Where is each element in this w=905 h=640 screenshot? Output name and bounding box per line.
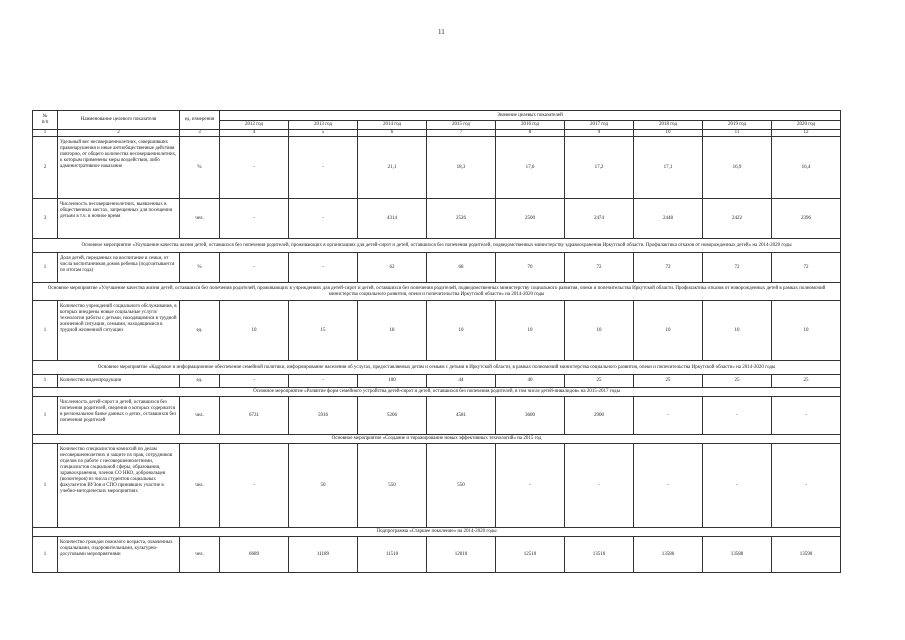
indicator-name: Количество видеопродукции [58,375,180,388]
value-cell: 13588 [703,537,772,573]
section-title: Основное мероприятие «Создание и тиражирование новых эффективных технологий» на 2015 год [33,435,841,444]
value-cell: 550 [358,444,427,528]
header-year: 2016 год [496,121,565,130]
unit-cell: чел. [180,199,220,239]
row-number: 1 [33,375,58,388]
value-cell: 72 [772,253,841,283]
unit-cell: ед. [180,375,220,388]
value-cell: - [220,253,289,283]
section-row [33,528,841,537]
value-cell: 21,1 [358,137,427,199]
section-row [33,283,841,301]
page-number: 11 [438,28,445,36]
value-cell: 70 [496,253,565,283]
value-cell: 3600 [496,397,565,435]
value-cell: - [220,199,289,239]
table-row [33,199,841,239]
value-cell: 10 [220,301,289,361]
indicator-name: Количество граждан пожилого возраста, охваченных социальными, оздоровительными, культурно-досуговыми мероприятиями [58,537,180,573]
value-cell: - [289,137,358,199]
table-row [33,301,841,361]
value-cell: 25 [565,375,634,388]
column-number: 10 [634,130,703,137]
header-year: 2018 год [634,121,703,130]
table-row [33,253,841,283]
section-row [33,239,841,253]
unit-cell: чел. [180,444,220,528]
header-year: 2017 год [565,121,634,130]
value-cell: - [565,444,634,528]
unit-cell: чел. [180,397,220,435]
value-cell: - [634,397,703,435]
indicator-name: Доля детей, переданных на воспитание в семьи, от числа воспитанников домов ребенка (подсчитывается по итогам года) [58,253,180,283]
value-cell: 6689 [220,537,289,573]
indicator-name: Численность несовершеннолетних, выявленных в общественных местах, запрещенных для посещения детьми в т.ч. в ночное время [58,199,180,239]
header-values-title: Значение целевых показателей [220,111,841,121]
column-number: 8 [496,130,565,137]
table-row [33,375,841,388]
table-row [33,537,841,573]
value-cell: - [703,444,772,528]
section-title: Подпрограмма «Старшее поколение» на 2014-2020 годы [33,528,841,537]
section-title: Основное мероприятие «Улучшение качества жизни детей, оставшихся без попечения родителей, проживающих в учреждениях для детей-сирот и детей, оставшихся без попечения родителей, подведомственных министерству социального развития, опеки и попечительства Иркутской области. Профилактика отказов от новорожденных детей в рамках полномочий министерства социального развития, опеки и попечительства Иркутской области» на 2014-2020 годы [33,283,841,301]
value-cell: 5206 [358,397,427,435]
value-cell: - [703,397,772,435]
indicator-name: Количество учреждений социального обслуживания, в которых внедрены новые социальные услуги/технологии работы с детьми, находящимися в трудной жизненной ситуации, семьями, находящимися в трудной жизненной ситуации [58,301,180,361]
section-row [33,388,841,397]
value-cell: - [772,444,841,528]
header-year: 2019 год [703,121,772,130]
header-year: 2013 год [289,121,358,130]
value-cell: 25 [772,375,841,388]
value-cell: 11189 [289,537,358,573]
column-number: 7 [427,130,496,137]
header-year: 2014 год [358,121,427,130]
row-number: 1 [33,253,58,283]
column-number: 2 [58,130,180,137]
row-number: 1 [33,537,58,573]
value-cell: 17,1 [634,137,703,199]
value-cell: 68 [427,253,496,283]
value-cell: 13590 [772,537,841,573]
value-cell: 25 [703,375,772,388]
unit-cell: чел. [180,537,220,573]
value-cell: 10 [427,301,496,361]
value-cell: 10 [772,301,841,361]
section-row [33,435,841,444]
column-number: 11 [703,130,772,137]
value-cell: 2500 [496,199,565,239]
value-cell: - [289,199,358,239]
column-number: 6 [358,130,427,137]
value-cell: 10 [496,301,565,361]
value-cell: - [634,444,703,528]
indicators-table [32,110,841,573]
value-cell: 40 [496,375,565,388]
header-year: 2020 год [772,121,841,130]
value-cell: 15 [289,301,358,361]
column-number: 1 [33,130,58,137]
column-number: 5 [289,130,358,137]
table-row [33,137,841,199]
value-cell: 13510 [565,537,634,573]
header-unit: ед. измерения [180,111,220,130]
value-cell: 10 [703,301,772,361]
value-cell: 5916 [289,397,358,435]
section-title: Основное мероприятие «Кадровое и информационное обеспечение семейной политики, информирование населения об услугах, предоставляемых детям и семьям с детьми в Иркутской области, в рамках полномочий министерства социального развития, опеки и попечительства Иркутской области» на 2014-2020 годы [33,361,841,375]
value-cell: 4314 [358,199,427,239]
value-cell: 2474 [565,199,634,239]
value-cell: - [220,444,289,528]
value-cell: 62 [358,253,427,283]
value-cell: 44 [427,375,496,388]
row-number: 1 [33,301,58,361]
value-cell: - [289,375,358,388]
value-cell: - [220,137,289,199]
value-cell: - [496,444,565,528]
value-cell: - [772,397,841,435]
value-cell: 4581 [427,397,496,435]
value-cell: 72 [634,253,703,283]
column-number: 3 [180,130,220,137]
column-number: 12 [772,130,841,137]
header-name: Наименование целевого показателя [58,111,180,130]
value-cell: 2526 [427,199,496,239]
value-cell: 2900 [565,397,634,435]
value-cell: 10 [634,301,703,361]
column-number: 4 [220,130,289,137]
value-cell: - [220,375,289,388]
row-number: 3 [33,199,58,239]
header-num: № п/п [33,111,58,130]
section-row [33,361,841,375]
unit-cell: % [180,253,220,283]
value-cell: 17,2 [565,137,634,199]
indicator-name: Количество специалистов комиссий по делам несовершеннолетних и защите их прав, сотрудников отделов по работе с несовершеннолетними, специалистов социальной сферы, образования, здравоохранения, членов СО НКО, добровольцев (волонтеров) из числа студентов социальных факультетов ВУЗов и СПО принявших участие в учебно-методических мероприятиях [58,444,180,528]
row-number: 1 [33,444,58,528]
value-cell: 11510 [358,537,427,573]
value-cell: 2422 [703,199,772,239]
value-cell: 18,3 [427,137,496,199]
value-cell: 16,4 [772,137,841,199]
table-row [33,444,841,528]
value-cell: 100 [358,375,427,388]
value-cell: 50 [289,444,358,528]
row-number: 2 [33,137,58,199]
value-cell: 6731 [220,397,289,435]
unit-cell: % [180,137,220,199]
indicator-name: Численность детей-сирот и детей, оставшихся без попечения родителей, сведения о которых содержатся в региональном банке данных о детях, оставшихся без попечения родителей [58,397,180,435]
value-cell: 2396 [772,199,841,239]
value-cell: 12010 [427,537,496,573]
section-title: Основное мероприятие «Улучшение качества жизни детей, оставшихся без попечения родителей, проживающих в организациях для детей-сирот и детей, оставшихся без попечения родителей, подведомственных министерству здравоохранения Иркутской области. Профилактика отказов от новорожденных детей» на 2014-2020 годы [33,239,841,253]
value-cell: 13586 [634,537,703,573]
value-cell: 2448 [634,199,703,239]
value-cell: 72 [565,253,634,283]
value-cell: - [289,253,358,283]
header-year: 2015 год [427,121,496,130]
header-year: 2012 год [220,121,289,130]
value-cell: 25 [634,375,703,388]
section-title: Основное мероприятие «Развитие форм семейного устройства детей-сирот и детей, оставшихся без попечения родителей, в том числе детей-инвалидов» на 2015-2017 годы [33,388,841,397]
unit-cell: ед. [180,301,220,361]
value-cell: 72 [703,253,772,283]
value-cell: 17,6 [496,137,565,199]
value-cell: 550 [427,444,496,528]
value-cell: 18 [358,301,427,361]
value-cell: 12510 [496,537,565,573]
value-cell: 10 [565,301,634,361]
column-number: 9 [565,130,634,137]
indicator-name: Удельный вес несовершеннолетних, совершивших правонарушения и иные антиобщественные действия повторно, от общего количества несовершеннолетних, к которым применены меры воздействия, либо административное наказание [58,137,180,199]
value-cell: 16,9 [703,137,772,199]
table-row [33,397,841,435]
row-number: 1 [33,397,58,435]
